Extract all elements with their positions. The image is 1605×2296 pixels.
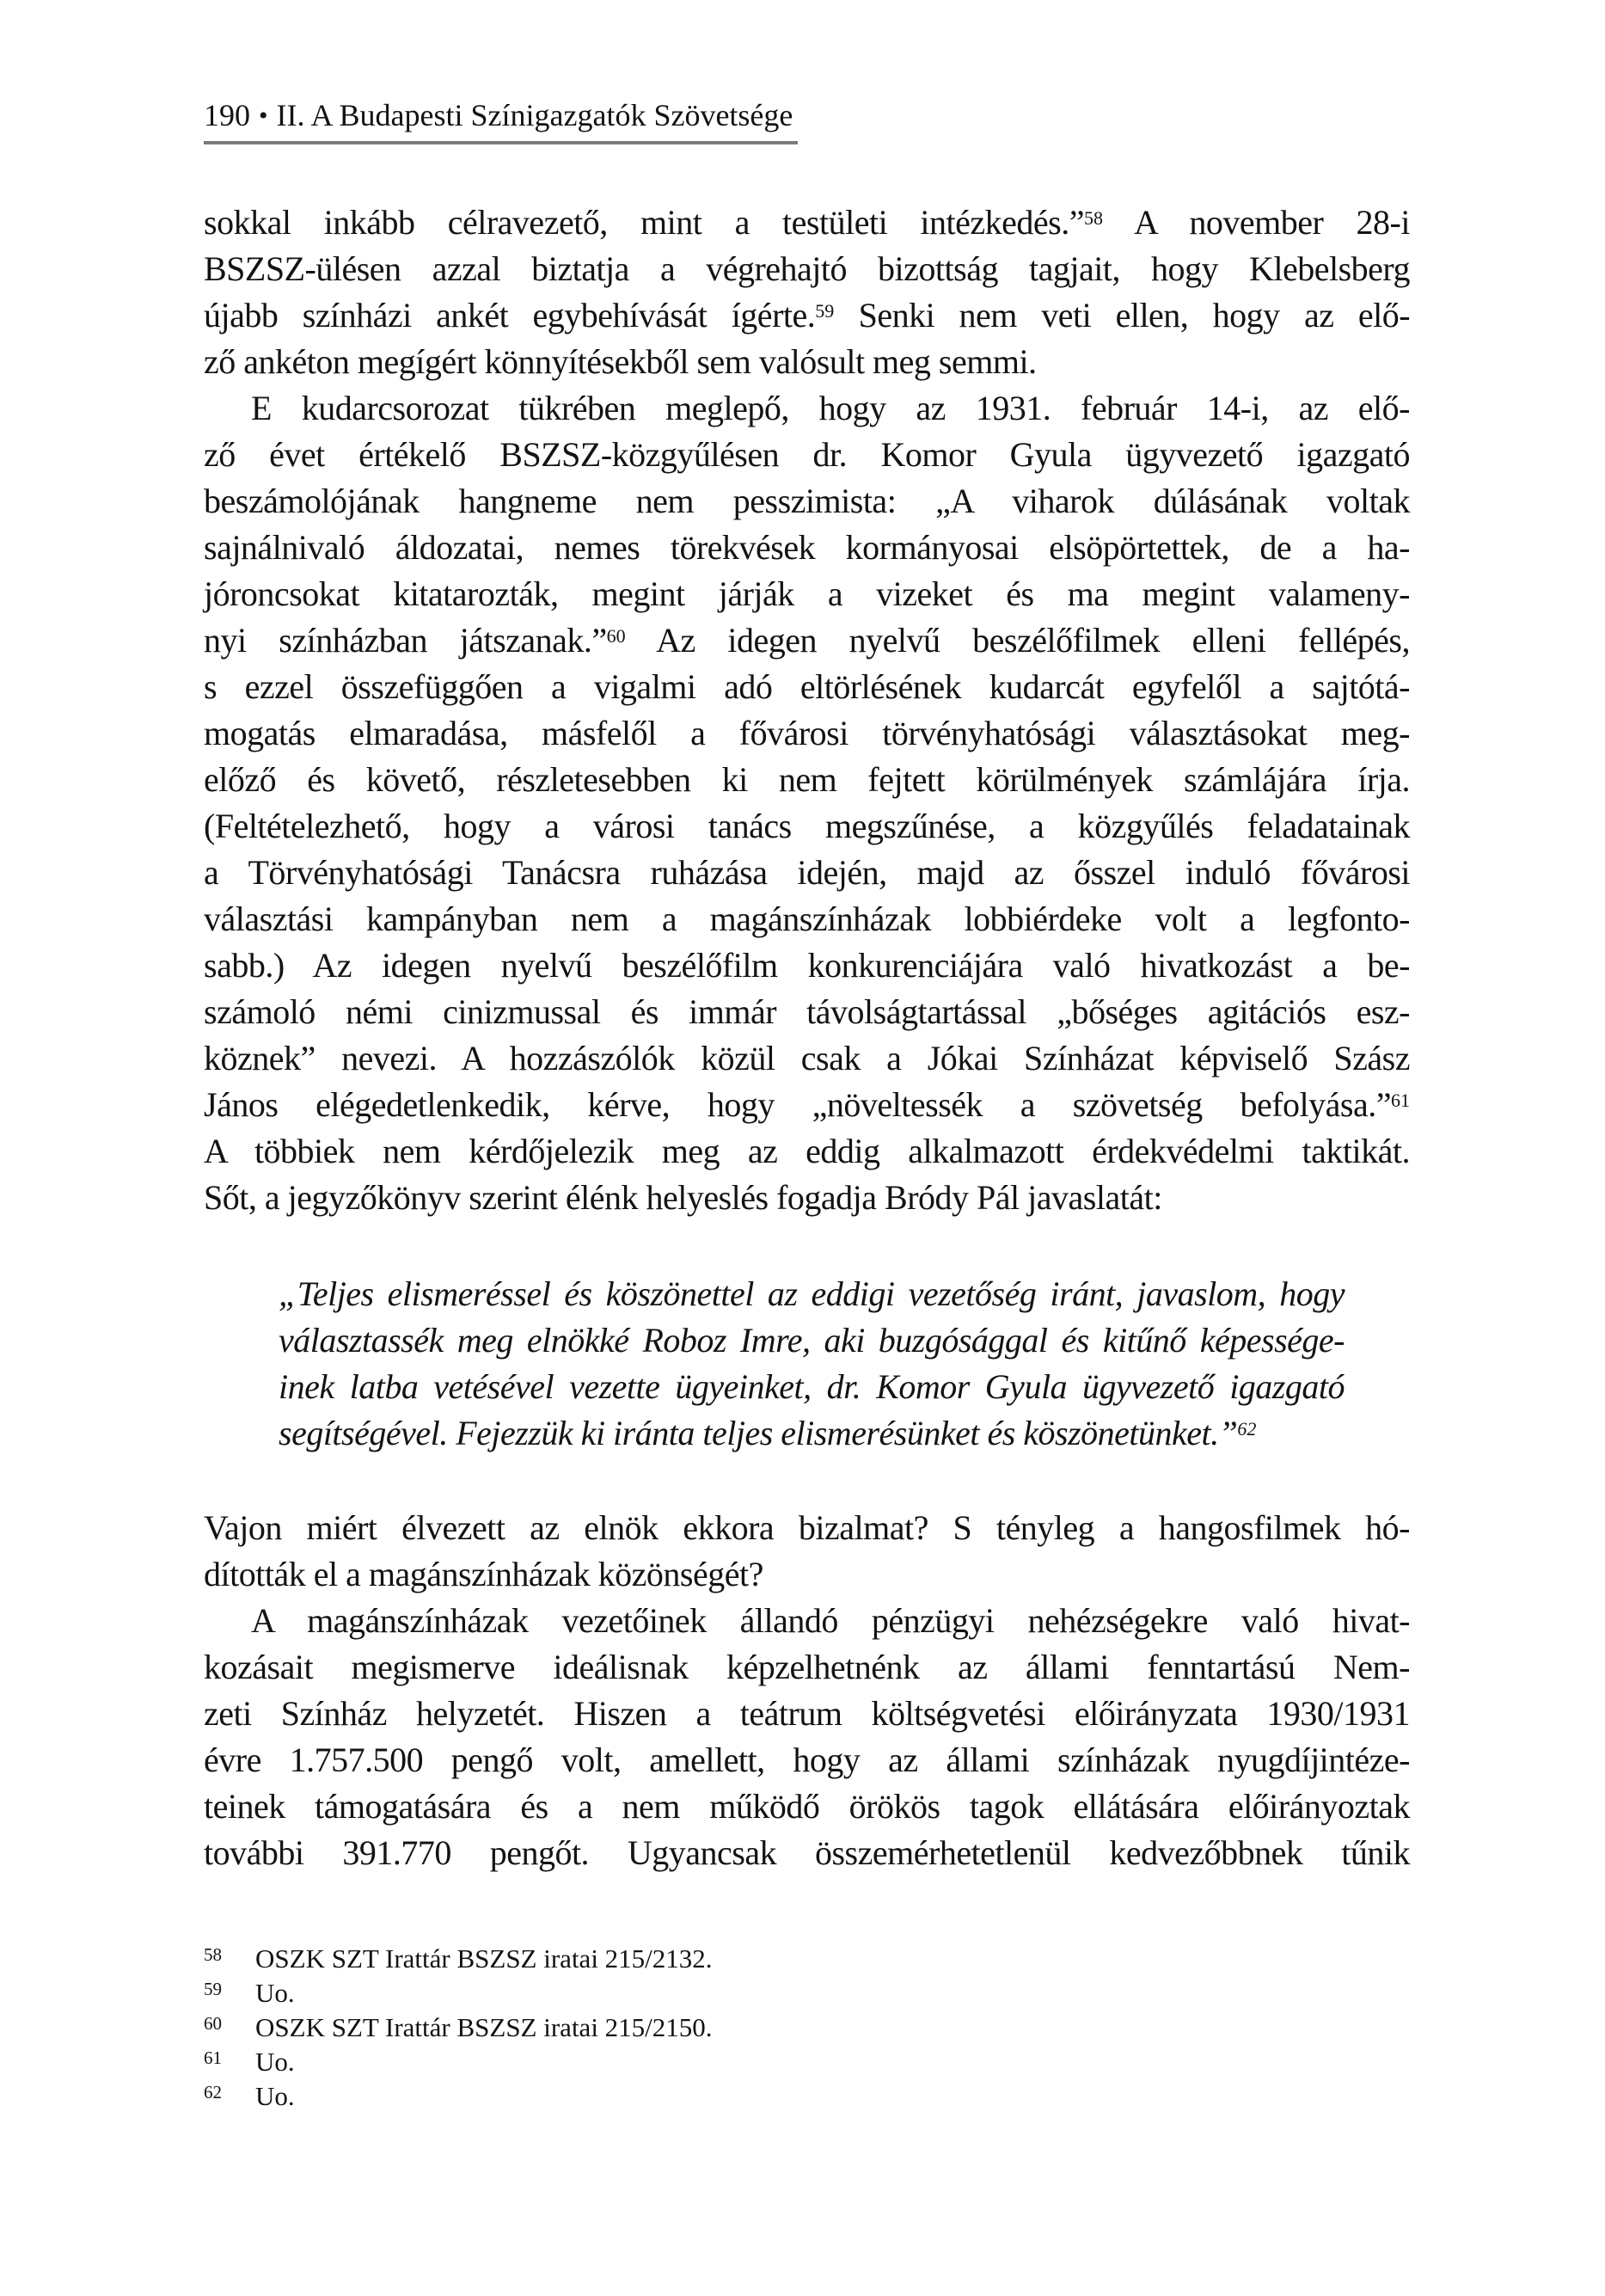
text-line: A többiek nem kérdőjelezik meg az eddig alkalmazott érdekvédelmi taktikát. (204, 1132, 1410, 1170)
text-column (204, 200, 1410, 1876)
text-line: BSZSZ-ülésen azzal biztatja a végrehajtó bizottság tagjait, hogy Klebelsberg (204, 249, 1410, 288)
page-number: 190 (204, 98, 250, 132)
text-line: újabb színházi ankét egybehívását ígérte.$^{59}$ Senki nem veti ellen, hogy az elő- (204, 296, 1411, 335)
paragraph (204, 1505, 1410, 1598)
text-line: további 391.770 pengőt. Ugyancsak összemérhetetlenül kedvezőbbnek tűnik (204, 1833, 1410, 1872)
text-line: Sőt, a jegyzőkönyv szerint élénk helyeslés fogadja Bródy Pál javaslatát: (204, 1178, 1162, 1217)
text-line: sokkal inkább célravezető, mint a testületi intézkedés.”$^{58}$ A november 28-i (204, 203, 1410, 242)
footnote-ref: 58 (1083, 207, 1103, 230)
text-line: A magánszínházak vezetőinek állandó pénzügyi nehézségekre való hivat- (251, 1601, 1410, 1640)
text-line: Vajon miért élvezett az elnök ekkora bizalmat? S tényleg a hangosfilmek hó- (204, 1508, 1410, 1547)
text-line: beszámolójának hangneme nem pesszimista: „A viharok dúlásának voltak (204, 482, 1410, 520)
footnote-item (204, 2011, 1410, 2045)
footnote-item (204, 1976, 1410, 2011)
paragraph (204, 385, 1410, 1221)
text-line: számoló némi cinizmussal és immár távolságtartással „bőséges agitációs esz- (204, 992, 1410, 1031)
text-line: ző ankéton megígért könnyítésekből sem valósult meg semmi. (204, 342, 1037, 381)
text-line: teinek támogatására és a nem működő örökös tagok ellátására előirányoztak (204, 1787, 1410, 1826)
footnote-text: Uo. (255, 2047, 295, 2077)
text-line: nyi színházban játszanak.”$^{60}$ Az idegen nyelvű beszélőfilmek elleni fellépés, (204, 621, 1410, 660)
paragraph (204, 200, 1410, 385)
footnote-ref: 59 (815, 300, 835, 322)
footnote-text: Uo. (255, 2081, 295, 2111)
footnote-item (204, 1942, 1410, 1976)
text-line: (Feltételezhető, hogy a városi tanács megszűnése, a közgyűlés feladatainak (204, 807, 1410, 845)
text-line: sabb.) Az idegen nyelvű beszélőfilm konkurenciájára való hivatkozást a be- (204, 946, 1410, 985)
text-line: ző évet értékelő BSZSZ-közgyűlésen dr. Komor Gyula ügyvezető igazgató (204, 435, 1410, 474)
footnote-item (204, 2079, 1410, 2114)
blockquote (279, 1271, 1345, 1457)
footnote-number: 62 (204, 2082, 222, 2103)
text-line: dították el a magánszínházak közönségét? (204, 1555, 763, 1593)
text-line: inek latba vetésével vezette ügyeinket, dr. Komor Gyula ügyvezető igazgató (279, 1367, 1345, 1406)
footnote-number: 60 (204, 2013, 222, 2034)
text-line: segítségével. Fejezzük ki iránta teljes elismerésünket és köszönetünket.”$^{62}$ (279, 1414, 1257, 1452)
text-line: jóroncsokat kitatarozták, megint járják a vizeket és ma megint valameny- (204, 574, 1410, 613)
footnote-item (204, 2045, 1410, 2079)
running-header (204, 0, 1410, 144)
footnote-number: 58 (204, 1944, 222, 1965)
text-line: a Törvényhatósági Tanácsra ruházása idején, majd az ősszel induló fővárosi (204, 853, 1410, 892)
running-header-rule-block (204, 100, 798, 144)
text-line: s ezzel összefüggően a vigalmi adó eltörlésének kudarcát egyfelől a sajtótá- (204, 667, 1410, 706)
text-line: János elégedetlenkedik, kérve, hogy „növeltessék a szövetség befolyása.”$^{61}$ (204, 1085, 1410, 1124)
footnote-number: 61 (204, 2047, 222, 2068)
text-line: E kudarcsorozat tükrében meglepő, hogy az 1931. február 14-i, az elő- (251, 389, 1410, 427)
paragraph (204, 1598, 1410, 1876)
footnote-ref: 61 (1391, 1090, 1410, 1112)
text-line: választási kampányban nem a magánszínházak lobbiérdeke volt a legfonto- (204, 899, 1410, 938)
footnote-text: Uo. (255, 1978, 295, 2008)
text-content-area (204, 0, 1410, 2114)
text-line: zeti Színház helyzetét. Hiszen a teátrum költségvetési előirányzata 1930/1931 (204, 1694, 1410, 1733)
chapter-title: II. A Budapesti Színigazgatók Szövetsége (276, 98, 793, 132)
text-line: sajnálnivaló áldozatai, nemes törekvések kormányosai elsöpörtettek, de a ha- (204, 528, 1410, 567)
text-line: köznek” nevezi. A hozzászólók közül csak a Jókai Színházat képviselő Szász (204, 1039, 1410, 1077)
text-line: előző és követő, részletesebben ki nem fejtett körülmények számlájára írja. (204, 760, 1410, 799)
text-line: mogatás elmaradása, másfelől a fővárosi törvényhatósági választásokat meg- (204, 714, 1410, 752)
footnote-ref: 60 (606, 625, 626, 648)
footnote-number: 59 (204, 1979, 222, 1999)
footnote-text: OSZK SZT Irattár BSZSZ iratai 215/2150. (255, 2012, 713, 2042)
text-line: választassék meg elnökké Roboz Imre, aki buzgósággal és kitűnő képessége- (279, 1321, 1345, 1360)
header-bullet-separator: • (259, 101, 268, 130)
text-line: „Teljes elismeréssel és köszönettel az eddigi vezetőség iránt, javaslom, hogy (279, 1274, 1345, 1313)
text-line: évre 1.757.500 pengő volt, amellett, hogy az állami színházak nyugdíjintéze- (204, 1740, 1410, 1779)
footnote-text: OSZK SZT Irattár BSZSZ iratai 215/2132. (255, 1943, 713, 1974)
footnote-ref: 62 (1237, 1418, 1257, 1440)
footnotes-section (204, 1942, 1410, 2114)
text-line: kozásait megismerve ideálisnak képzelhetnénk az állami fenntartású Nem- (204, 1648, 1410, 1686)
